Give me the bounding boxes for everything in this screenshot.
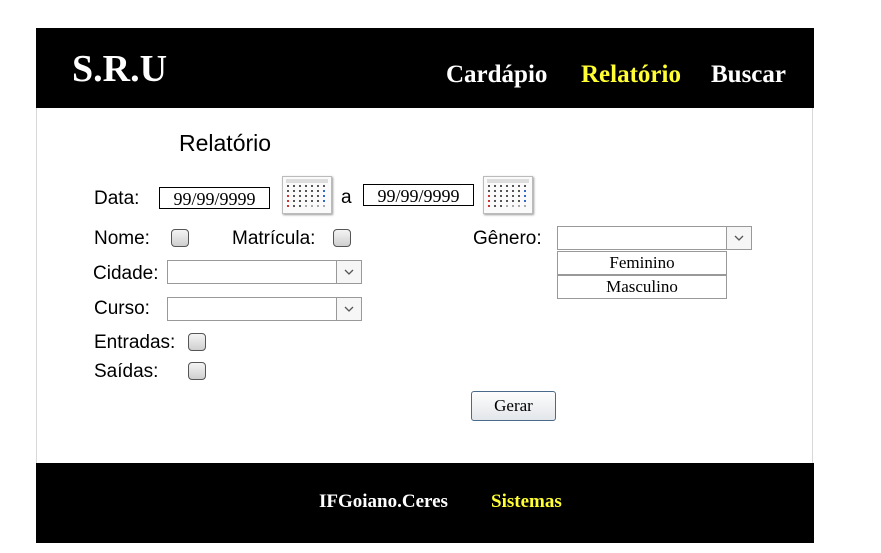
nome-label: Nome: — [94, 228, 150, 249]
footer-link-ifgoiano[interactable]: IFGoiano.Ceres — [319, 491, 448, 512]
curso-select[interactable] — [167, 297, 362, 321]
entradas-checkbox[interactable] — [188, 333, 206, 351]
date-separator: a — [341, 187, 352, 208]
entradas-label: Entradas: — [94, 332, 176, 353]
nav-buscar[interactable]: Buscar — [711, 61, 786, 88]
brand-logo[interactable]: S.R.U — [72, 48, 168, 90]
chevron-down-icon[interactable] — [336, 261, 361, 283]
chevron-down-icon[interactable] — [726, 227, 751, 249]
genero-label: Gênero: — [473, 228, 542, 249]
matricula-label: Matrícula: — [232, 228, 316, 249]
date-end-input[interactable]: 99/99/9999 — [363, 184, 474, 206]
cidade-select[interactable] — [167, 260, 362, 284]
footer-link-sistemas[interactable]: Sistemas — [491, 491, 562, 512]
gerar-button[interactable]: Gerar — [471, 391, 556, 421]
nome-checkbox[interactable] — [171, 229, 189, 247]
saidas-label: Saídas: — [94, 361, 159, 382]
date-start-input[interactable]: 99/99/9999 — [159, 187, 270, 209]
footer-bar — [36, 463, 814, 543]
cidade-label: Cidade: — [93, 263, 159, 284]
genero-option-masculino[interactable]: Masculino — [557, 275, 727, 299]
chevron-down-icon[interactable] — [336, 298, 361, 320]
calendar-end-icon[interactable] — [483, 176, 533, 214]
nav-cardapio[interactable]: Cardápio — [446, 61, 548, 88]
page-title: Relatório — [179, 130, 272, 156]
saidas-checkbox[interactable] — [188, 362, 206, 380]
curso-label: Curso: — [94, 298, 150, 319]
nav-relatorio[interactable]: Relatório — [581, 61, 681, 88]
matricula-checkbox[interactable] — [333, 229, 351, 247]
calendar-start-icon[interactable] — [282, 176, 332, 214]
header-bar — [36, 28, 814, 108]
genero-option-feminino[interactable]: Feminino — [557, 251, 727, 275]
data-label: Data: — [94, 188, 140, 209]
genero-select[interactable] — [557, 226, 752, 250]
